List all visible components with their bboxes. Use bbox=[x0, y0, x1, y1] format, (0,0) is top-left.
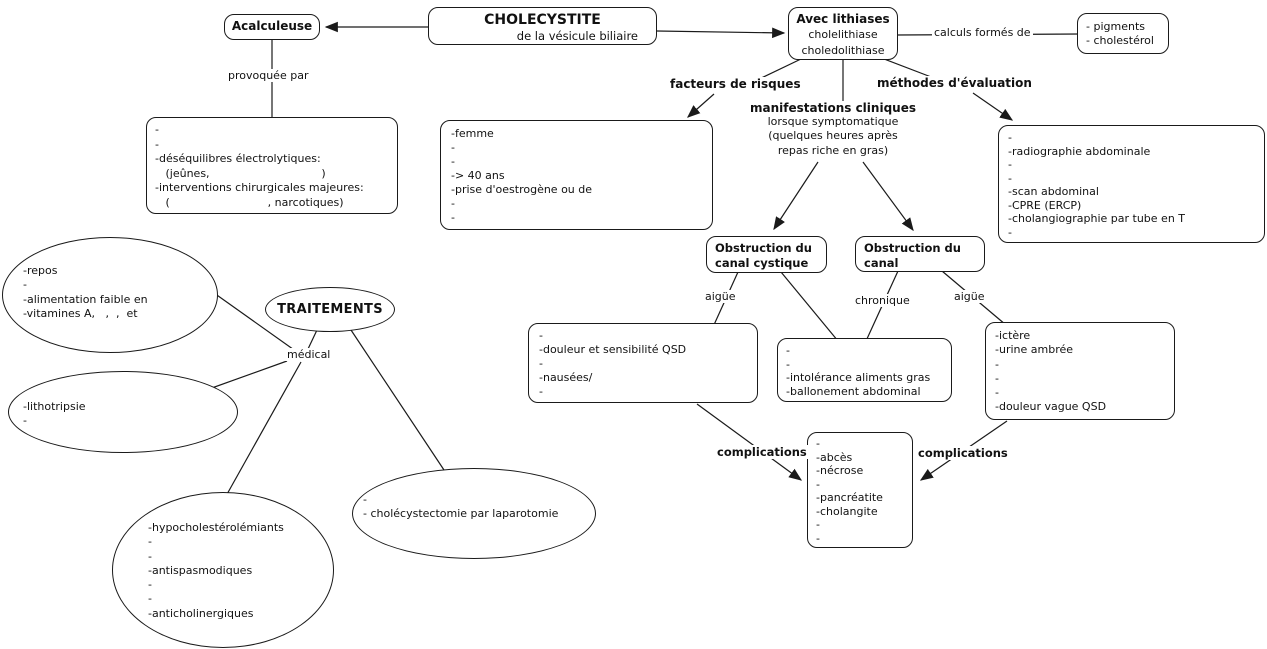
text-line: - cholécystectomie par laparotomie bbox=[363, 507, 559, 521]
node-calculs[interactable] bbox=[1077, 13, 1169, 54]
text-line: -pancréatite bbox=[816, 491, 883, 504]
text-line: - bbox=[816, 518, 820, 531]
text-line: Obstruction du bbox=[715, 241, 812, 255]
manifestations-sub1: lorsque symptomatique bbox=[767, 115, 899, 129]
text-line: -radiographie abdominale bbox=[1008, 144, 1151, 158]
label-chronique: chronique bbox=[855, 294, 910, 307]
node-symptomes-chroniques[interactable] bbox=[777, 338, 952, 402]
line-lithotripsie-medical bbox=[209, 361, 287, 389]
text-line: - cholestérol bbox=[1086, 34, 1154, 47]
text-line: -interventions chirurgicales majeures: bbox=[155, 181, 364, 194]
node-causes-acalculeuse[interactable] bbox=[146, 117, 398, 214]
manifestations-sub2: (quelques heures après bbox=[768, 129, 898, 143]
node-obstruction-canal[interactable] bbox=[855, 236, 985, 272]
text-line: - bbox=[786, 344, 790, 357]
node-traitement-medicaments[interactable] bbox=[112, 492, 334, 648]
node-traitement-repos[interactable] bbox=[2, 237, 218, 353]
text-line: - bbox=[23, 278, 27, 292]
manifestations-sub3: repas riche en gras) bbox=[777, 143, 889, 157]
node-symptomes-aigue-canal[interactable] bbox=[985, 322, 1175, 420]
label-complications-gauche: complications bbox=[717, 445, 807, 459]
text-line: -CPRE (ERCP) bbox=[1008, 198, 1082, 212]
text-line: - bbox=[995, 371, 999, 385]
text-line: - bbox=[1008, 225, 1012, 239]
arrow-methodes-to-box bbox=[973, 93, 1012, 120]
arrow-title-to-avec-lithiases bbox=[657, 31, 784, 33]
text-line: - pigments bbox=[1086, 20, 1145, 33]
arrow-manif-to-canal bbox=[863, 162, 913, 230]
arrow-manif-to-cystique bbox=[774, 162, 818, 229]
text-line: Obstruction du bbox=[864, 241, 961, 255]
text-line: -hypocholestérolémiants bbox=[148, 521, 284, 534]
text-line: -abcès bbox=[816, 450, 853, 464]
label-manifestations-cliniques bbox=[733, 101, 933, 158]
text-line: - bbox=[539, 357, 543, 370]
node-traitement-chirurgie[interactable] bbox=[352, 468, 596, 559]
text-line: - bbox=[155, 123, 159, 136]
text-line: -scan abdominal bbox=[1008, 185, 1099, 198]
label-aigue-gauche: aigüe bbox=[705, 290, 736, 303]
text-line: - bbox=[816, 477, 820, 491]
text-line: -urine ambrée bbox=[995, 343, 1074, 357]
title-text: CHOLECYSTITE bbox=[484, 12, 601, 28]
node-methodes-evaluation[interactable] bbox=[998, 125, 1265, 243]
text-line: (jeûnes, ) bbox=[155, 166, 326, 180]
label-complications-droite: complications bbox=[918, 446, 1008, 460]
text-line: -femme bbox=[451, 127, 494, 140]
text-line: -anticholinergiques bbox=[148, 606, 254, 620]
text-line: canal cystique bbox=[715, 255, 809, 270]
text-line: - bbox=[155, 137, 159, 151]
text-line: -déséquilibres électrolytiques: bbox=[155, 152, 321, 165]
label-provoquee-par: provoquée par bbox=[228, 69, 309, 82]
text-line: - bbox=[148, 578, 152, 592]
text-line: -douleur et sensibilité QSD bbox=[539, 343, 687, 356]
text-line: - bbox=[148, 592, 152, 606]
text-line: -prise d'oestrogène ou de bbox=[451, 183, 593, 196]
arrow-complications-gauche bbox=[697, 404, 801, 480]
text-line: -> 40 ans bbox=[451, 169, 505, 182]
label-calculs-formes-de: calculs formés de bbox=[934, 26, 1031, 39]
text-line: -nécrose bbox=[816, 464, 864, 477]
text-line: - bbox=[539, 385, 543, 398]
text-line: - bbox=[816, 437, 820, 450]
acalculeuse-text: Acalculeuse bbox=[231, 19, 313, 34]
manifestations-title: manifestations cliniques bbox=[750, 101, 916, 115]
text-line: - bbox=[451, 141, 455, 154]
node-cholecystite[interactable] bbox=[428, 7, 657, 45]
traitements-text: TRAITEMENTS bbox=[277, 302, 383, 317]
title-subtext: de la vésicule biliaire bbox=[516, 29, 638, 43]
arrow-facteurs-to-box bbox=[688, 94, 714, 117]
text-line: - bbox=[363, 493, 367, 506]
text-line: - bbox=[816, 531, 820, 545]
label-methodes-evaluation: méthodes d'évaluation bbox=[877, 76, 1032, 90]
text-line: -repos bbox=[23, 264, 58, 277]
text-line: -antispasmodiques bbox=[148, 563, 253, 577]
line-cystique-intolerance bbox=[781, 272, 838, 341]
text-line: - bbox=[995, 386, 999, 400]
label-medical: médical bbox=[287, 348, 331, 361]
text-line: - bbox=[451, 197, 455, 210]
text-line: canal bbox=[864, 255, 899, 270]
text-line: cholelithiase bbox=[808, 28, 878, 41]
text-line: -cholangite bbox=[816, 504, 878, 518]
avec-lithiases-title: Avec lithiases bbox=[796, 12, 890, 26]
line-traitements-medical bbox=[308, 330, 317, 349]
node-traitement-lithotripsie[interactable] bbox=[8, 371, 238, 453]
text-line: -cholangiographie par tube en T bbox=[1008, 212, 1186, 225]
text-line: -ballonement abdominal bbox=[786, 384, 921, 398]
text-line: -lithotripsie bbox=[23, 400, 86, 413]
text-line: - bbox=[148, 549, 152, 563]
label-facteurs-de-risques: facteurs de risques bbox=[670, 77, 801, 91]
node-obstruction-canal-cystique[interactable] bbox=[706, 236, 827, 273]
text-line: -alimentation faible en bbox=[23, 292, 148, 306]
node-avec-lithiases[interactable] bbox=[788, 7, 898, 60]
text-line: -ictère bbox=[995, 329, 1031, 342]
text-line: - bbox=[786, 357, 790, 371]
text-line: ( , narcotiques) bbox=[155, 195, 344, 209]
node-facteurs-risques[interactable] bbox=[440, 120, 713, 230]
text-line: - bbox=[1008, 131, 1012, 144]
text-line: - bbox=[451, 211, 455, 224]
text-line: -vitamines A, , , et bbox=[23, 306, 138, 320]
node-traitements[interactable] bbox=[265, 287, 395, 332]
text-line: -nausées/ bbox=[539, 371, 593, 384]
text-line: - bbox=[148, 535, 152, 549]
node-complications[interactable] bbox=[807, 432, 913, 548]
text-line: choledolithiase bbox=[801, 43, 885, 57]
text-line: - bbox=[23, 414, 27, 428]
node-symptomes-aigue-cystique[interactable] bbox=[528, 323, 758, 403]
text-line: - bbox=[539, 329, 543, 342]
line-medical-medicaments bbox=[226, 362, 301, 496]
line-traitements-chirurgie bbox=[349, 327, 446, 473]
node-acalculeuse[interactable] bbox=[224, 14, 320, 40]
text-line: - bbox=[1008, 158, 1012, 171]
text-line: -intolérance aliments gras bbox=[786, 371, 931, 384]
text-line: -douleur vague QSD bbox=[995, 400, 1107, 414]
text-line: - bbox=[1008, 171, 1012, 185]
text-line: - bbox=[995, 357, 999, 371]
label-aigue-droite: aigüe bbox=[954, 290, 985, 303]
text-line: - bbox=[451, 155, 455, 168]
